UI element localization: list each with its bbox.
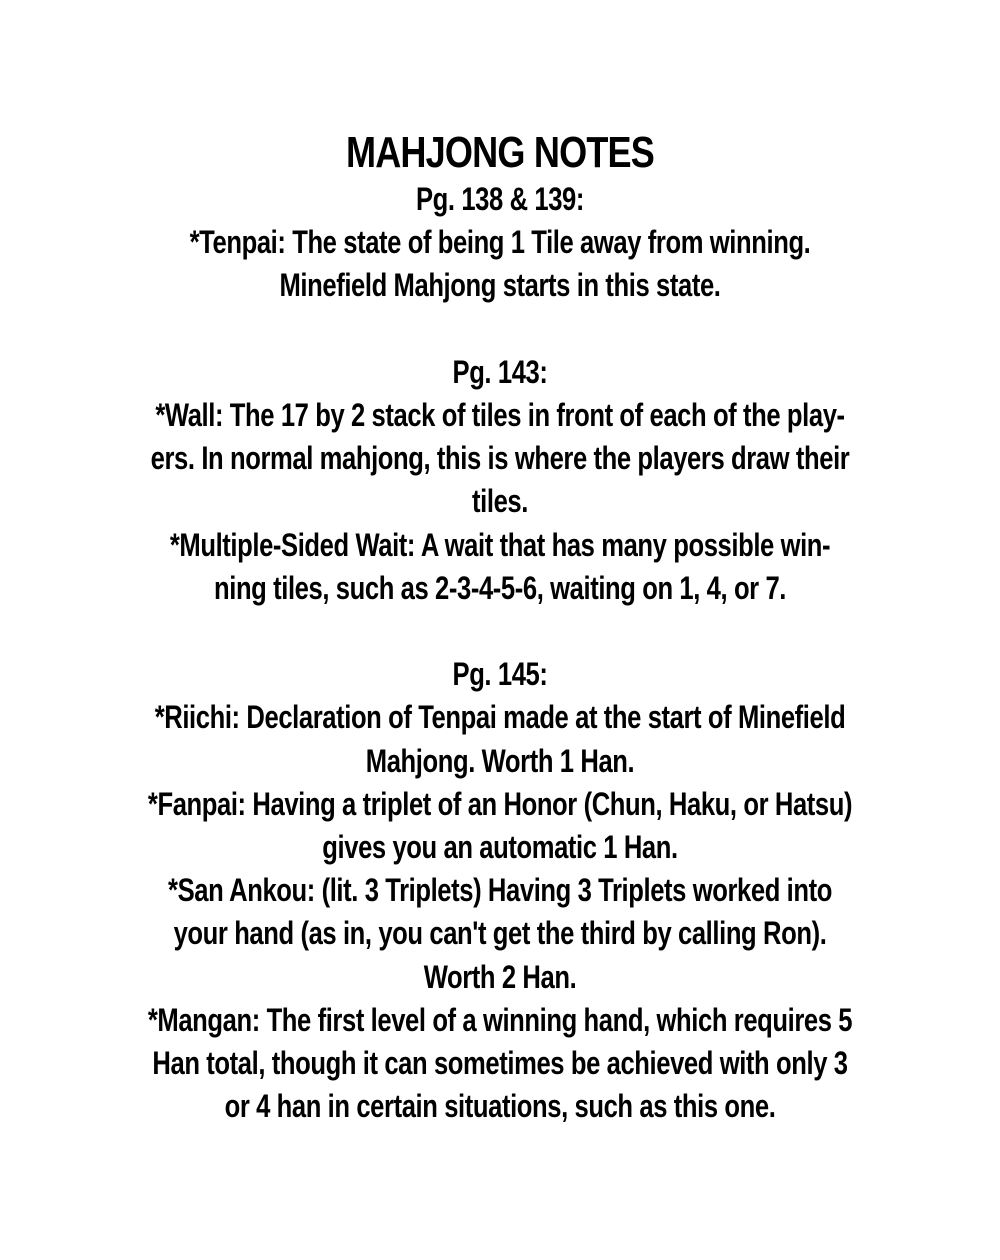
note-line: *Tenpai: The state of being 1 Tile away from winning. (189, 224, 811, 261)
section-pg-138-139 (0, 178, 1000, 308)
note-line: Worth 2 Han. (423, 958, 577, 995)
note-line: *San Ankou: (lit. 3 Triplets) Having 3 Triplets worked into (168, 872, 832, 909)
notes-page (0, 128, 1000, 1128)
note-line: ers. In normal mahjong, this is where the players draw their (150, 440, 850, 477)
note-line: your hand (as in, you can't get the third by calling Ron). (173, 915, 827, 952)
section-pg-143 (0, 351, 1000, 610)
note-line: *Mangan: The first level of a winning hand, which requires 5 (147, 1001, 853, 1038)
section-heading: Pg. 143: (452, 353, 548, 390)
note-line: *Riichi: Declaration of Tenpai made at the start of Minefield (154, 699, 846, 736)
section-heading: Pg. 138 & 139: (416, 181, 584, 217)
section-spacer (0, 610, 1000, 653)
note-line: Han total, though it can sometimes be achieved with only 3 (152, 1045, 848, 1082)
note-line: *Fanpai: Having a triplet of an Honor (Chun, Haku, or Hatsu) (147, 785, 853, 822)
section-heading: Pg. 145: (452, 656, 548, 693)
note-line: gives you an automatic 1 Han. (322, 829, 678, 866)
section-spacer (0, 308, 1000, 351)
section-pg-145 (0, 653, 1000, 1128)
note-line: Minefield Mahjong starts in this state. (279, 267, 721, 304)
note-line: *Multiple-Sided Wait: A wait that has many possible win- (169, 526, 831, 563)
page-title: MAHJONG NOTES (345, 128, 655, 177)
note-line: or 4 han in certain situations, such as this one. (224, 1088, 776, 1125)
note-line: Mahjong. Worth 1 Han. (365, 742, 635, 779)
note-line: *Wall: The 17 by 2 stack of tiles in front of each of the play- (155, 397, 845, 433)
note-line: ning tiles, such as 2-3-4-5-6, waiting on 1, 4, or 7. (213, 569, 787, 606)
note-line: tiles. (472, 483, 528, 520)
